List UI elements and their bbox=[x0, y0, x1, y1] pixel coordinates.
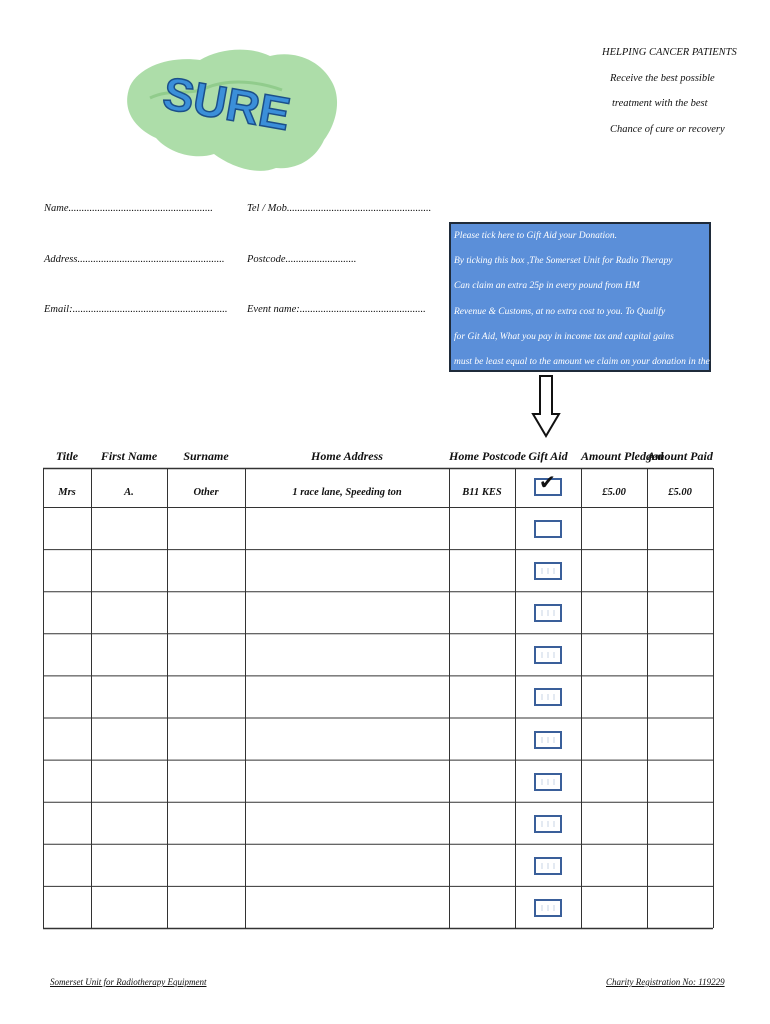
header-home-postcode: Home Postcode bbox=[449, 449, 526, 463]
gift-aid-checkbox[interactable] bbox=[534, 899, 562, 917]
email-field[interactable]: Email:........................................................... bbox=[44, 304, 228, 315]
example-address[interactable]: 1 race lane, Speeding ton bbox=[292, 487, 402, 498]
gift-aid-checkbox[interactable] bbox=[534, 520, 562, 538]
header-amount-pledged: Amount Pledged bbox=[581, 449, 664, 463]
example-paid[interactable]: £5.00 bbox=[668, 487, 692, 498]
example-title[interactable]: Mrs bbox=[58, 487, 76, 498]
gift-aid-checkbox[interactable] bbox=[534, 773, 562, 791]
notice-line: Revenue & Customs, at no extra cost to you. To Qualify bbox=[454, 306, 666, 317]
name-field[interactable]: Name....................................................... bbox=[44, 203, 213, 214]
notice-line: By ticking this box ,The Somerset Unit for Radio Therapy bbox=[454, 256, 673, 267]
header-first-name: First Name bbox=[100, 449, 158, 463]
sure-logo bbox=[110, 38, 350, 178]
header-title: Title bbox=[55, 449, 79, 463]
header-surname: Surname bbox=[183, 449, 229, 463]
gift-aid-checkbox[interactable] bbox=[534, 731, 562, 749]
arrow-down-icon bbox=[532, 374, 560, 438]
table-grid-lines bbox=[43, 468, 714, 929]
notice-line: Please tick here to Gift Aid your Donation. bbox=[454, 231, 618, 241]
notice-line: Can claim an extra 25p in every pound from HM bbox=[454, 281, 640, 292]
tagline-line: treatment with the best bbox=[612, 98, 708, 109]
checkmark-icon: ✔ bbox=[539, 470, 556, 494]
gift-aid-checkbox-checked[interactable] bbox=[534, 470, 562, 496]
footer-organization: Somerset Unit for Radiotherapy Equipment bbox=[50, 977, 207, 987]
header-amount-paid: Amount Paid bbox=[647, 449, 713, 463]
tel-field[interactable]: Tel / Mob....................................................... bbox=[247, 203, 432, 214]
gift-aid-checkbox[interactable] bbox=[534, 857, 562, 875]
gift-aid-checkbox[interactable] bbox=[534, 688, 562, 706]
tagline-line: HELPING CANCER PATIENTS bbox=[602, 47, 737, 58]
tagline-line: Receive the best possible bbox=[610, 72, 715, 84]
gift-aid-checkbox[interactable] bbox=[534, 646, 562, 664]
header-gift-aid: Gift Aid bbox=[528, 449, 568, 463]
table-header bbox=[43, 444, 713, 468]
donation-table bbox=[43, 468, 714, 929]
footer-charity-number: Charity Registration No: 119229 bbox=[606, 977, 725, 987]
logo-text: SURE bbox=[159, 66, 295, 141]
gift-aid-checkbox[interactable] bbox=[534, 562, 562, 580]
postcode-field[interactable]: Postcode........................... bbox=[247, 254, 357, 265]
notice-line: for Git Aid, What you pay in income tax and capital gains bbox=[454, 331, 674, 342]
gift-aid-checkbox[interactable] bbox=[534, 815, 562, 833]
tagline-line: Chance of cure or recovery bbox=[610, 123, 725, 135]
example-surname[interactable]: Other bbox=[193, 487, 219, 498]
example-postcode[interactable]: B11 KES bbox=[462, 487, 502, 498]
gift-aid-notice bbox=[449, 222, 743, 372]
gift-aid-checkbox[interactable] bbox=[534, 604, 562, 622]
header-home-address: Home Address bbox=[311, 449, 383, 463]
address-field[interactable]: Address........................................................ bbox=[44, 254, 225, 265]
event-name-field[interactable]: Event name:................................................ bbox=[247, 304, 426, 315]
tagline bbox=[570, 40, 740, 142]
example-pledged[interactable]: £5.00 bbox=[602, 487, 626, 498]
notice-line: must be least equal to the amount we claim on your donation in the tax year bbox=[454, 356, 743, 367]
example-first-name[interactable]: A. bbox=[124, 487, 134, 498]
